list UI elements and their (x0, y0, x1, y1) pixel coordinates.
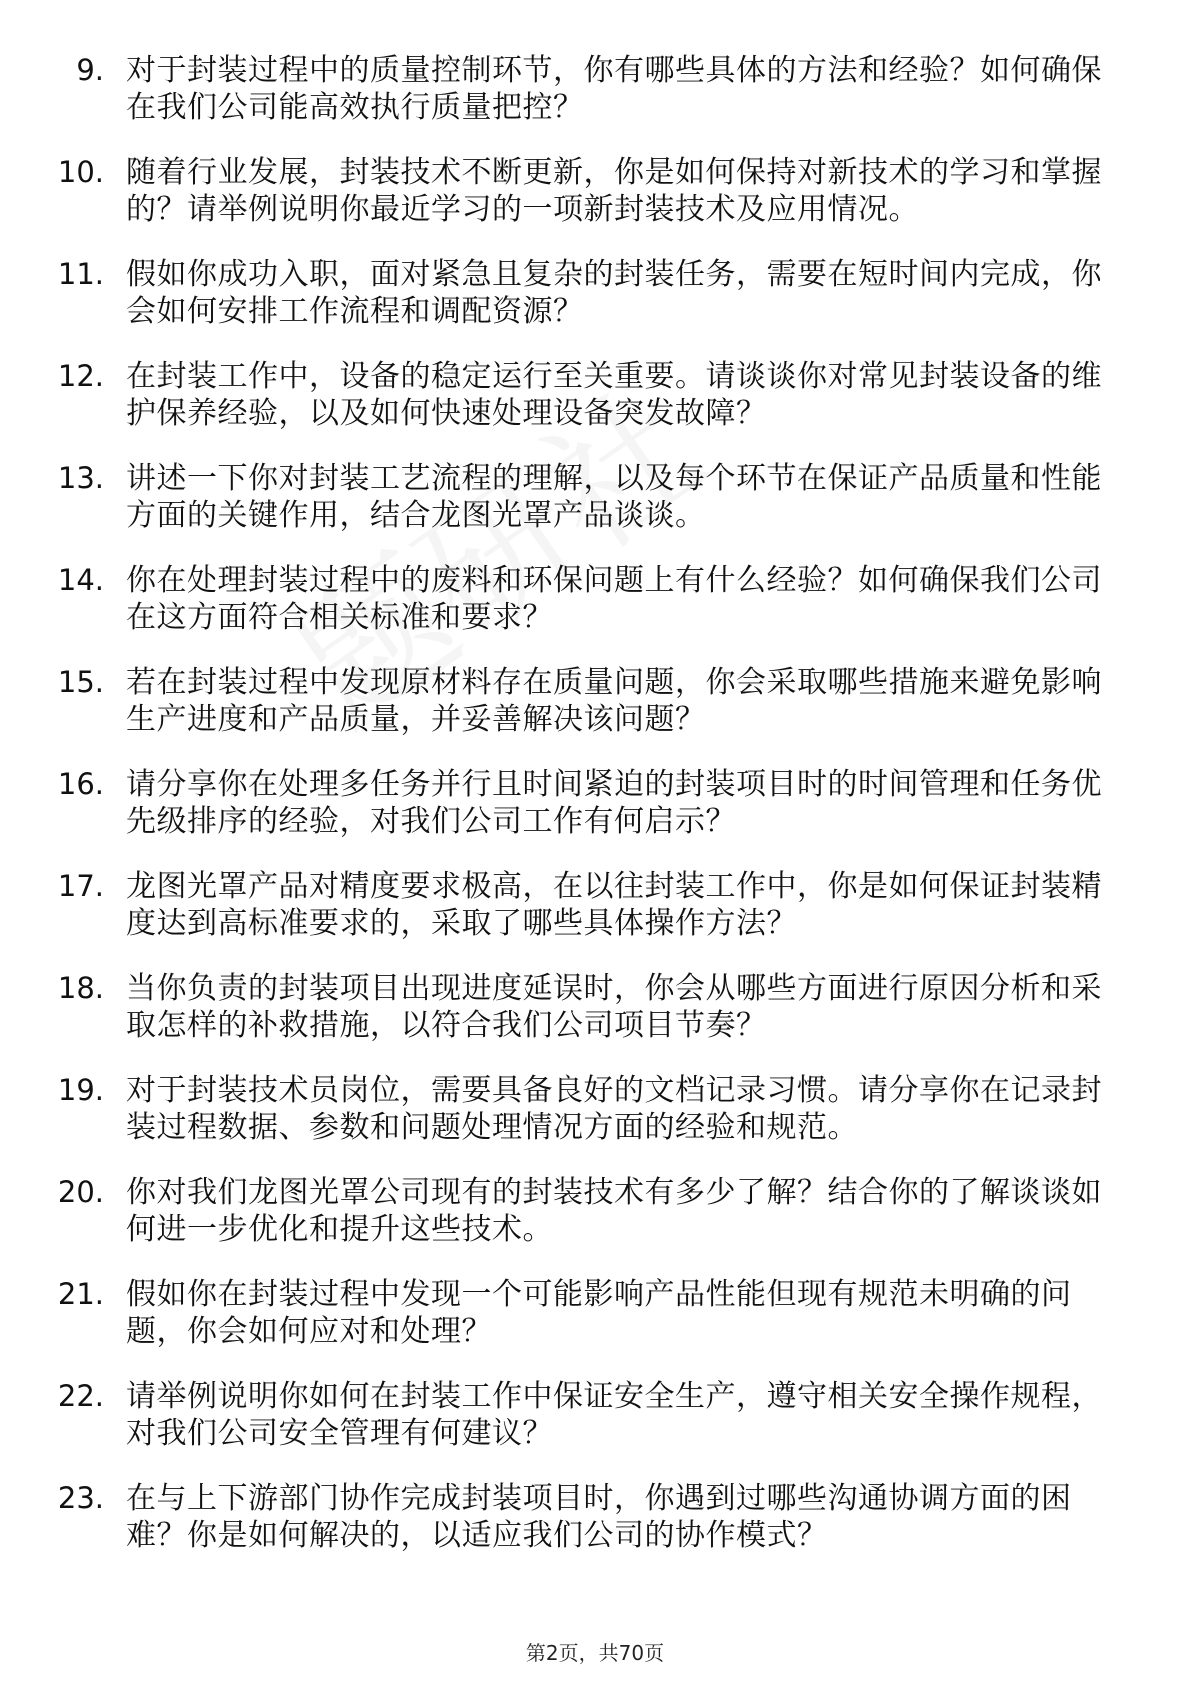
question-text: 你在处理封装过程中的废料和环保问题上有什么经验？如何确保我们公司在这方面符合相关标准和要求？ (126, 563, 1102, 635)
question-text: 当你负责的封装项目出现进度延误时，你会从哪些方面进行原因分析和采取怎样的补救措施，以符合我们公司项目节奏？ (126, 971, 1102, 1043)
question-number: 12. (57, 359, 104, 393)
page-footer: 第2页，共70页 (525, 1641, 665, 1665)
question-text: 你对我们龙图光罩公司现有的封装技术有多少了解？结合你的了解谈谈如何进一步优化和提升这些技术。 (126, 1175, 1102, 1247)
question-number: 13. (57, 461, 104, 495)
question-item (0, 1276, 1190, 1350)
question-item (0, 1378, 1190, 1452)
question-list (0, 52, 1190, 1582)
question-item (0, 52, 1190, 126)
question-text: 假如你在封装过程中发现一个可能影响产品性能但现有规范未明确的问题，你会如何应对和处理？ (126, 1277, 1072, 1349)
question-item (0, 1480, 1190, 1554)
question-item (0, 970, 1190, 1044)
question-text: 在封装工作中，设备的稳定运行至关重要。请谈谈你对常见封装设备的维护保养经验，以及如何快速处理设备突发故障？ (126, 359, 1102, 431)
question-number: 23. (57, 1481, 104, 1515)
question-number: 11. (57, 257, 104, 291)
question-number: 9. (76, 53, 104, 87)
question-number: 14. (57, 563, 104, 597)
question-number: 10. (57, 155, 104, 189)
question-item (0, 766, 1190, 840)
question-number: 22. (57, 1379, 104, 1413)
question-text: 对于封装过程中的质量控制环节，你有哪些具体的方法和经验？如何确保在我们公司能高效执行质量把控？ (126, 53, 1102, 125)
question-text: 讲述一下你对封装工艺流程的理解，以及每个环节在保证产品质量和性能方面的关键作用，结合龙图光罩产品谈谈。 (126, 461, 1102, 533)
question-item (0, 460, 1190, 534)
question-item (0, 562, 1190, 636)
question-item (0, 868, 1190, 942)
question-number: 18. (57, 971, 104, 1005)
question-item (0, 1072, 1190, 1146)
question-text: 若在封装过程中发现原材料存在质量问题，你会采取哪些措施来避免影响生产进度和产品质量，并妥善解决该问题？ (126, 665, 1102, 737)
question-item (0, 154, 1190, 228)
question-item (0, 256, 1190, 330)
question-item (0, 1174, 1190, 1248)
question-text: 对于封装技术员岗位，需要具备良好的文档记录习惯。请分享你在记录封装过程数据、参数和问题处理情况方面的经验和规范。 (126, 1073, 1102, 1145)
question-item (0, 664, 1190, 738)
question-number: 20. (57, 1175, 104, 1209)
question-number: 16. (57, 767, 104, 801)
question-text: 请分享你在处理多任务并行且时间紧迫的封装项目时的时间管理和任务优先级排序的经验，对我们公司工作有何启示？ (126, 767, 1102, 839)
question-number: 19. (57, 1073, 104, 1107)
question-item (0, 358, 1190, 432)
question-text: 在与上下游部门协作完成封装项目时，你遇到过哪些沟通协调方面的困难？你是如何解决的，以适应我们公司的协作模式？ (126, 1481, 1072, 1553)
question-text: 随着行业发展，封装技术不断更新，你是如何保持对新技术的学习和掌握的？请举例说明你最近学习的一项新封装技术及应用情况。 (126, 155, 1102, 227)
question-number: 21. (57, 1277, 104, 1311)
question-text: 假如你成功入职，面对紧急且复杂的封装任务，需要在短时间内完成，你会如何安排工作流程和调配资源？ (126, 257, 1102, 329)
question-number: 17. (57, 869, 104, 903)
question-text: 请举例说明你如何在封装工作中保证安全生产，遵守相关安全操作规程，对我们公司安全管理有何建议？ (126, 1379, 1102, 1451)
question-number: 15. (57, 665, 104, 699)
question-text: 龙图光罩产品对精度要求极高，在以往封装工作中，你是如何保证封装精度达到高标准要求的，采取了哪些具体操作方法？ (126, 869, 1102, 941)
